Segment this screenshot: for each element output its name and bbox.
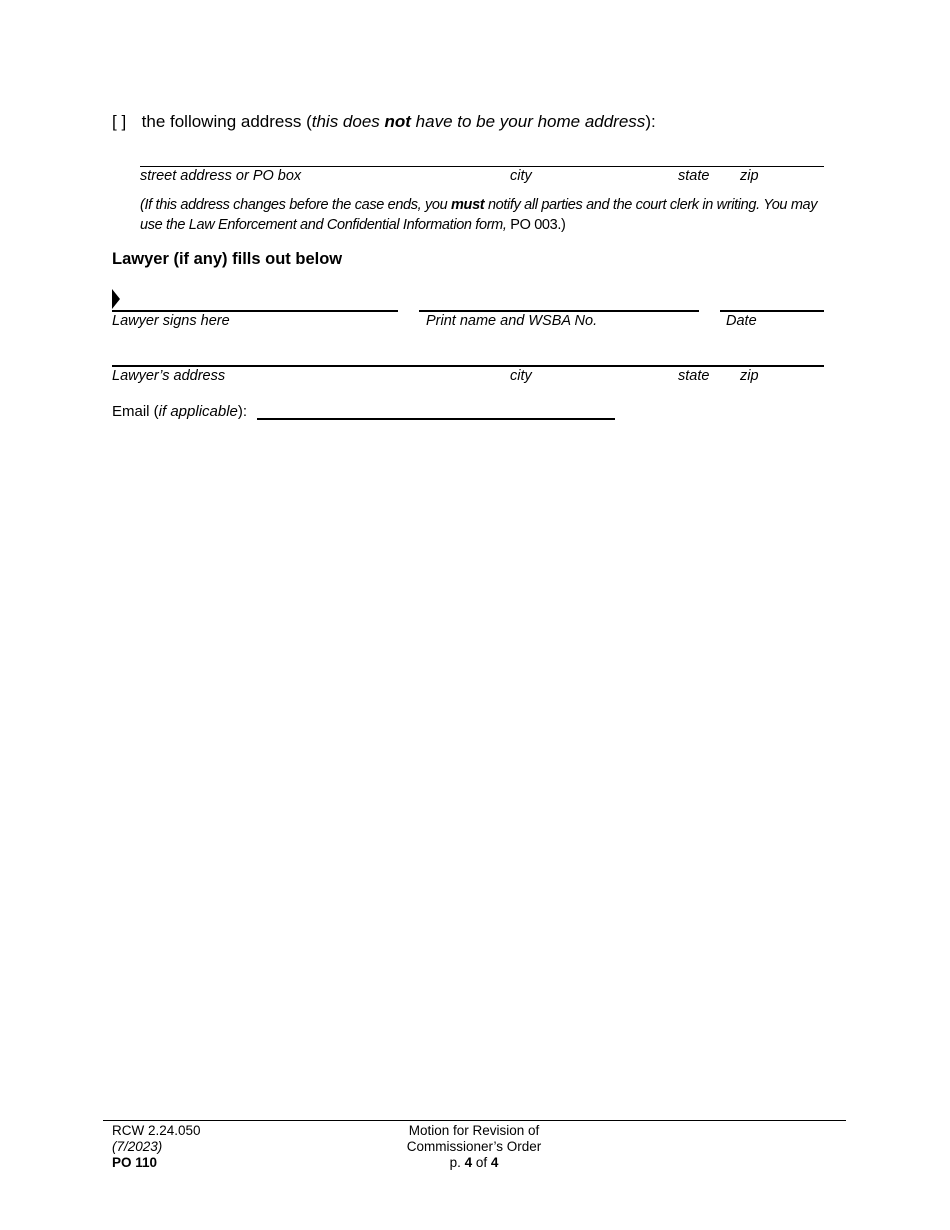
address-change-note [140, 195, 817, 235]
address-option-lead: the following address ( [141, 112, 312, 131]
note-line-2: use the Law Enforcement and Confidential Information form, [140, 217, 511, 233]
lawyer-zip-label: zip [740, 368, 759, 384]
address-option-line [112, 112, 656, 132]
lawyer-print-name-line[interactable] [419, 310, 699, 312]
address-checkbox[interactable]: [ ] [112, 112, 127, 131]
footer-left [112, 1123, 201, 1171]
footer-form-code: PO 110 [112, 1155, 158, 1170]
address-option-italic-1: this does [311, 112, 385, 131]
lawyer-state-label: state [678, 368, 710, 384]
note-form-code: PO 003.) [510, 217, 566, 233]
note-part-1: (If this address changes before the case ends, you [140, 197, 452, 213]
address-option-bold: not [384, 112, 411, 131]
signature-arrow-icon [112, 289, 122, 309]
lawyer-signs-label: Lawyer signs here [112, 313, 230, 329]
lawyer-signature-line[interactable] [112, 310, 398, 312]
footer-title-line-1: Motion for Revision of [408, 1123, 540, 1138]
date-label: Date [726, 313, 757, 329]
footer-divider [103, 1120, 846, 1121]
note-must: must [451, 197, 485, 213]
page-of: of [472, 1155, 491, 1170]
print-name-label: Print name and WSBA No. [426, 313, 598, 329]
page-prefix: p. [449, 1155, 465, 1170]
footer-center [374, 1123, 574, 1171]
lawyer-city-label: city [510, 368, 532, 384]
lawyer-date-line[interactable] [720, 310, 824, 312]
page-total: 4 [490, 1155, 499, 1170]
footer-revision: (7/2023) [112, 1139, 163, 1154]
email-tail: ): [237, 403, 248, 420]
zip-label: zip [740, 168, 759, 184]
state-label: state [678, 168, 710, 184]
lawyer-section-heading: Lawyer (if any) fills out below [112, 250, 343, 268]
footer-title-line-2: Commissioner’s Order [406, 1139, 542, 1154]
email-lead: Email ( [112, 403, 159, 420]
lawyer-address-label: Lawyer’s address [112, 368, 226, 384]
street-address-label: street address or PO box [140, 168, 302, 184]
lawyer-address-line[interactable] [112, 365, 824, 367]
city-label: city [510, 168, 532, 184]
email-label [112, 403, 247, 420]
footer-statute: RCW 2.24.050 [112, 1123, 201, 1138]
email-italic: if applicable [158, 403, 238, 420]
email-field-line[interactable] [257, 418, 615, 420]
address-option-italic-2: have to be your home address [410, 112, 646, 131]
note-part-2: notify all parties and the court clerk in writing. You may [484, 197, 818, 213]
page-current: 4 [464, 1155, 473, 1170]
address-option-tail: ): [645, 112, 656, 131]
footer-page-number [374, 1155, 574, 1171]
street-address-field-line[interactable] [140, 166, 824, 167]
